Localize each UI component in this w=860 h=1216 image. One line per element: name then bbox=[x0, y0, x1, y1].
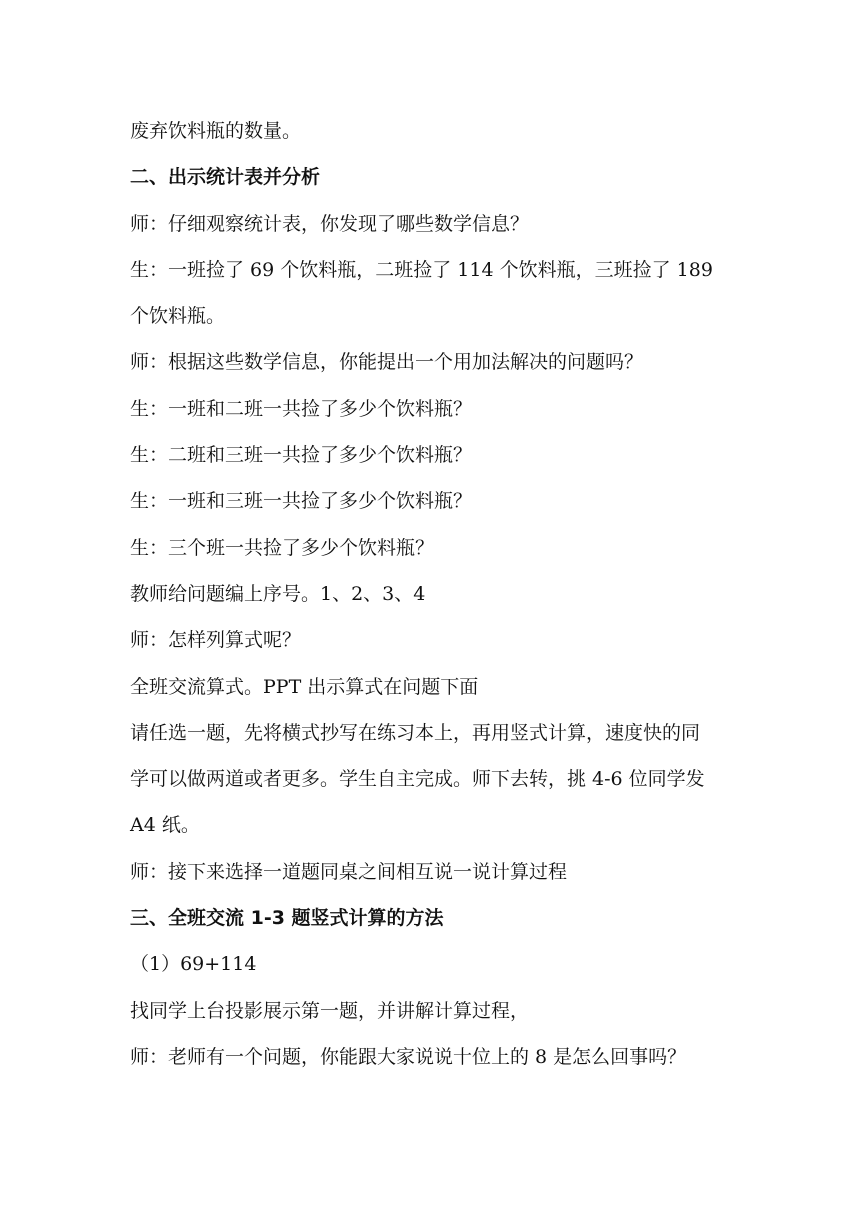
text-line: 教师给问题编上序号。1、2、3、4 bbox=[130, 582, 426, 605]
section-heading: 二、出示统计表并分析 bbox=[130, 166, 321, 189]
text-line: 生：一班和三班一共捡了多少个饮料瓶？ bbox=[130, 490, 473, 513]
text-line: 师：老师有一个问题，你能跟大家说说十位上的 8 是怎么回事吗？ bbox=[130, 1045, 687, 1068]
text-line: A4 纸。 bbox=[130, 814, 200, 837]
text-line: 师：仔细观察统计表，你发现了哪些数学信息？ bbox=[130, 212, 530, 235]
text-line: 找同学上台投影展示第一题，并讲解计算过程， bbox=[130, 999, 530, 1022]
text-line: 生：一班捡了 69 个饮料瓶，二班捡了 114 个饮料瓶，三班捡了 189 bbox=[130, 258, 713, 281]
text-line: 师：怎样列算式呢？ bbox=[130, 629, 302, 652]
document-page bbox=[130, 108, 740, 1080]
text-line: 请任选一题，先将横式抄写在练习本上，再用竖式计算，速度快的同 bbox=[130, 721, 701, 744]
text-line: 生：一班和二班一共捡了多少个饮料瓶？ bbox=[130, 397, 473, 420]
text-line: （1）69+114 bbox=[130, 953, 257, 976]
section-heading: 三、全班交流 1-3 题竖式计算的方法 bbox=[130, 907, 444, 930]
text-line: 师：根据这些数学信息，你能提出一个用加法解决的问题吗？ bbox=[130, 351, 644, 374]
text-line: 废弃饮料瓶的数量。 bbox=[130, 120, 302, 142]
text-line: 学可以做两道或者更多。学生自主完成。师下去转，挑 4-6 位同学发 bbox=[130, 768, 705, 791]
text-line: 全班交流算式。PPT 出示算式在问题下面 bbox=[130, 675, 479, 698]
text-line: 生：三个班一共捡了多少个饮料瓶？ bbox=[130, 536, 435, 559]
text-line: 师：接下来选择一道题同桌之间相互说一说计算过程 bbox=[130, 860, 568, 883]
text-line: 个饮料瓶。 bbox=[130, 305, 226, 328]
text-line: 生：二班和三班一共捡了多少个饮料瓶？ bbox=[130, 444, 473, 467]
